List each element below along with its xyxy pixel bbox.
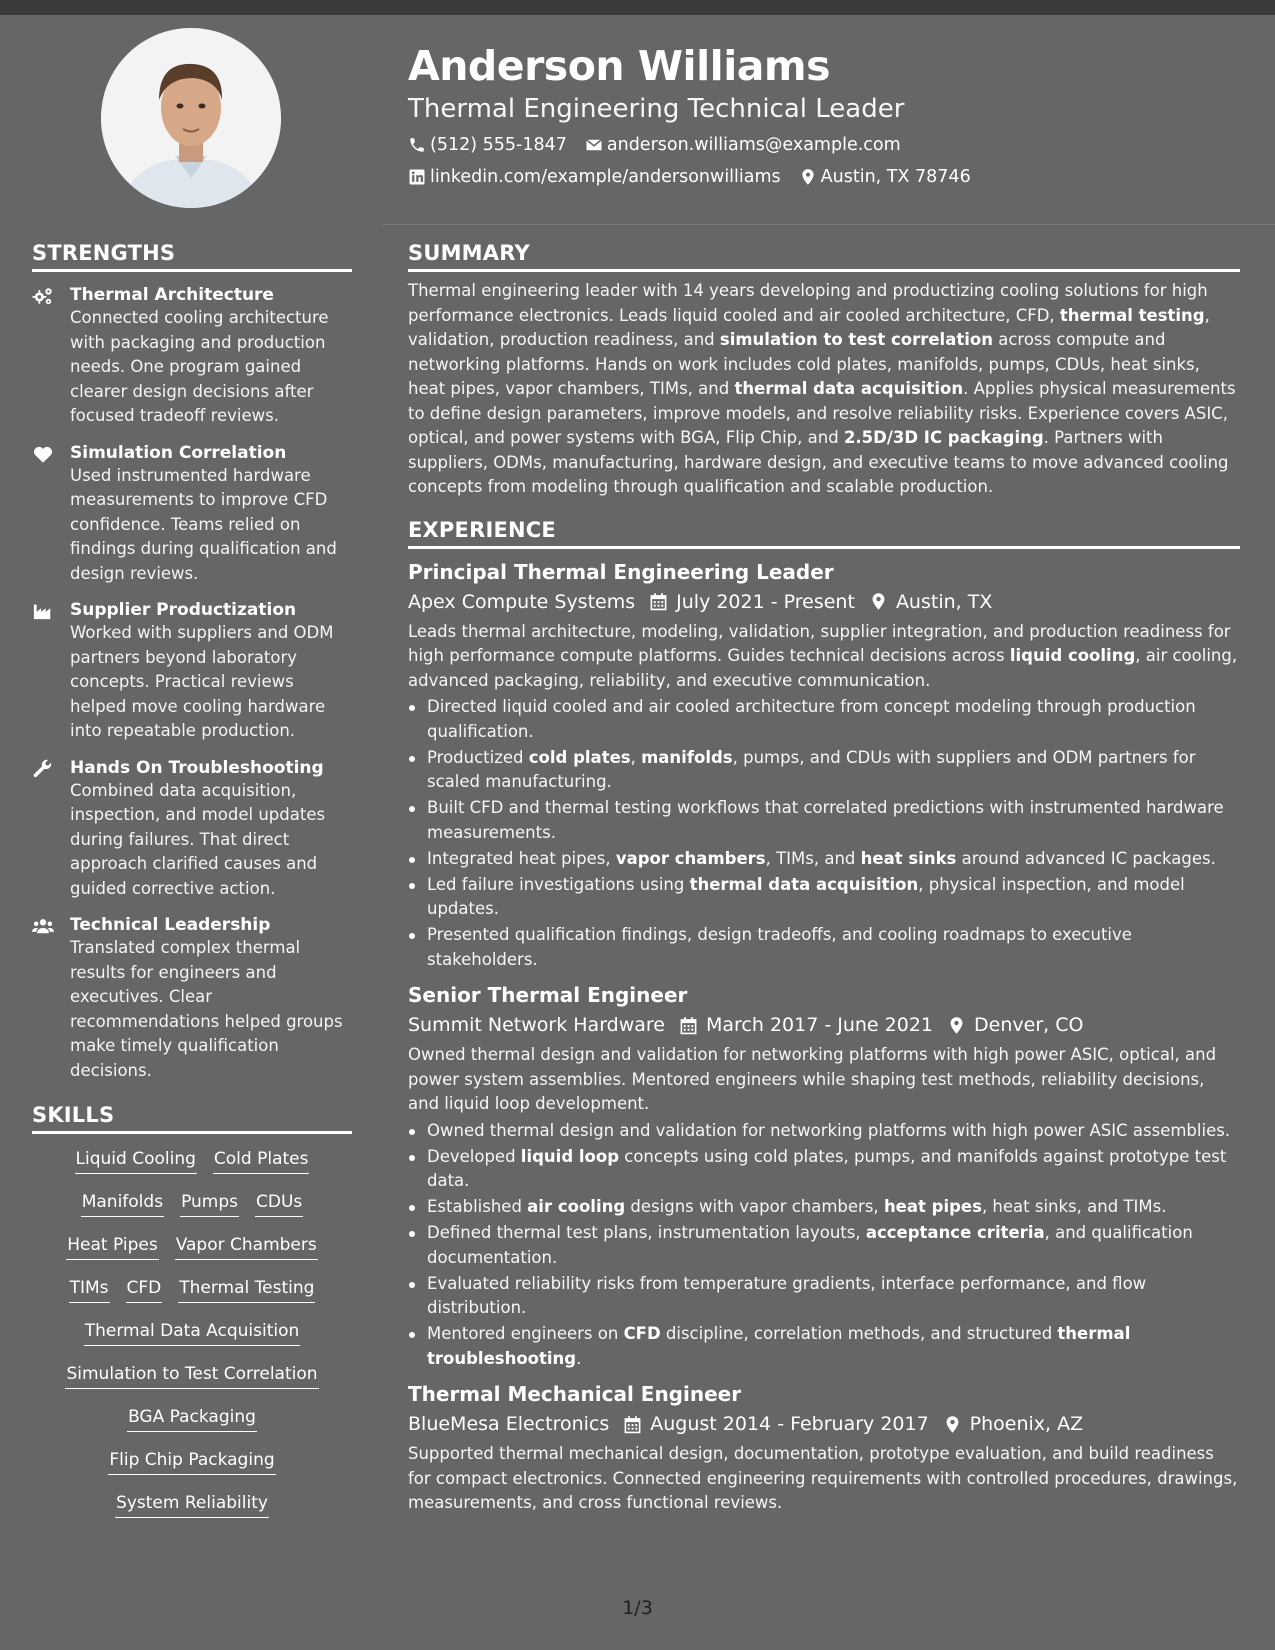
- experience-heading: EXPERIENCE: [408, 518, 1240, 549]
- job-entry: [408, 982, 1240, 1371]
- job-dates: August 2014 - February 2017: [650, 1413, 929, 1435]
- skills-row: [32, 1492, 352, 1518]
- bullet-item: [408, 746, 1240, 795]
- strength-title: Simulation Correlation: [70, 442, 287, 463]
- text-segment: . Partners with suppliers, ODMs, manufacturing, hardware design, and executive teams to move advanced cooling concepts from modeling through qualification and scalable production.: [408, 428, 1229, 496]
- text-segment: across compute and networking platforms. Hands on work includes cold plates, manifolds, pumps, CDUs, heat sinks, heat pipes, vapor chambers, TIMs, and: [408, 330, 1200, 398]
- candidate-title: Thermal Engineering Technical Leader: [408, 94, 905, 124]
- bold-keyword: thermal testing: [1059, 305, 1205, 325]
- strength-item: [32, 914, 352, 1083]
- skill-tag: Vapor Chambers: [175, 1234, 318, 1260]
- strength-title: Technical Leadership: [70, 915, 271, 935]
- bullet-item: [408, 1119, 1240, 1144]
- job-entry: [408, 559, 1240, 973]
- phone-icon: [408, 136, 426, 154]
- bold-keyword: thermal data acquisition: [689, 874, 919, 894]
- users-icon: [32, 916, 54, 936]
- strength-item: [32, 757, 352, 902]
- bullet-item: [408, 796, 1240, 845]
- job-meta: [408, 588, 1240, 616]
- summary-text: [408, 279, 1240, 500]
- map-pin-icon: [929, 1415, 970, 1434]
- company-name: Apex Compute Systems: [408, 590, 636, 613]
- skills-row: [32, 1363, 352, 1389]
- wrench-icon: [32, 759, 54, 779]
- skill-tag: Flip Chip Packaging: [108, 1449, 275, 1475]
- strength-description: Used instrumented hardware measurements to improve CFD confidence. Teams relied on findings during qualification and design reviews.: [70, 465, 337, 583]
- bold-keyword: simulation to test correlation: [719, 330, 993, 349]
- wrench-icon: [32, 757, 70, 902]
- strength-description: Combined data acquisition, inspection, and model updates during failures. That direct approach clarified causes and guided corrective action.: [70, 780, 326, 898]
- text-segment: discipline, correlation methods, and structured: [660, 1324, 1058, 1343]
- job-location: Denver, CO: [974, 1014, 1084, 1036]
- skill-tag: Thermal Data Acquisition: [84, 1320, 301, 1346]
- job-dates: March 2017 - June 2021: [706, 1014, 934, 1036]
- job-title: Principal Thermal Engineering Leader: [408, 559, 834, 584]
- job-meta: [408, 1011, 1240, 1039]
- job-title: Thermal Mechanical Engineer: [408, 1382, 742, 1406]
- skills-row: [32, 1320, 352, 1346]
- text-segment: , pumps, and CDUs with suppliers and ODM partners for scaled manufacturing.: [427, 747, 1196, 791]
- strength-body: [70, 757, 352, 902]
- strength-title: Hands On Troubleshooting: [70, 757, 324, 778]
- text-segment: Defined thermal test plans, instrumentation layouts,: [427, 1223, 866, 1242]
- profile-photo: [101, 28, 281, 208]
- heart-icon: [32, 444, 54, 464]
- company-name: BlueMesa Electronics: [408, 1413, 610, 1435]
- skills-row: [32, 1277, 352, 1303]
- bullet-item: [408, 1195, 1240, 1220]
- bullet-item: [408, 1322, 1240, 1371]
- text-segment: , TIMs, and: [765, 848, 861, 868]
- bold-keyword: thermal data acquisition: [734, 379, 964, 398]
- calendar-icon: [609, 1415, 650, 1434]
- strengths-list: [32, 284, 352, 1083]
- text-segment: concepts using cold plates, pumps, and manifolds against prototype test data.: [427, 1146, 1227, 1190]
- linkedin-icon: [408, 168, 426, 186]
- strength-item: [32, 599, 352, 744]
- bullet-item: [408, 923, 1240, 972]
- bullet-item: [408, 873, 1240, 922]
- map-pin-icon: [799, 168, 817, 186]
- bold-keyword: liquid cooling: [1009, 646, 1136, 665]
- bold-keyword: thermal troubleshooting: [427, 1324, 1131, 1368]
- candidate-name: Anderson Williams: [408, 42, 831, 90]
- text-segment: , physical inspection, and model updates.: [427, 874, 1185, 918]
- phone-contact[interactable]: [408, 135, 567, 155]
- job-summary: [408, 1442, 1240, 1516]
- bullet-item: [408, 1145, 1240, 1194]
- bold-keyword: manifolds: [641, 747, 733, 767]
- calendar-icon: [635, 592, 676, 611]
- skill-tag: Pumps: [180, 1191, 239, 1217]
- bullet-item: [408, 1272, 1240, 1321]
- email-text: anderson.williams@example.com: [606, 135, 901, 155]
- skill-tag: Liquid Cooling: [75, 1148, 197, 1174]
- bold-keyword: cold plates: [528, 747, 631, 767]
- bullet-item: [408, 695, 1240, 744]
- text-segment: Built CFD and thermal testing workflows that correlated predictions with instrumented hardware measurements.: [427, 798, 1224, 842]
- text-segment: Thermal engineering leader with 14 years developing and productizing cooling solutions for high performance electronics. Leads liquid cooled and air cooled architecture, CFD,: [408, 281, 1208, 325]
- top-bar: [0, 0, 1275, 15]
- skills-row: [32, 1191, 352, 1217]
- job-dates: July 2021 - Present: [676, 590, 855, 613]
- skills-row: [32, 1406, 352, 1432]
- bold-keyword: heat pipes: [883, 1197, 982, 1216]
- strength-title: Thermal Architecture: [70, 285, 274, 305]
- bold-keyword: air cooling: [527, 1197, 626, 1216]
- skills-row: [32, 1234, 352, 1260]
- envelope-icon: [585, 136, 603, 154]
- text-segment: Owned thermal design and validation for networking platforms with high power ASIC, optical, and power system assemblies. Mentored engineers while shaping test methods, reliability decisions, and liquid loop development.: [408, 1045, 1217, 1113]
- page-number: 1/3: [622, 1597, 653, 1619]
- job-bullets: [408, 695, 1240, 972]
- strength-body: [70, 284, 352, 429]
- text-segment: around advanced IC packages.: [956, 848, 1216, 868]
- linkedin-contact[interactable]: [408, 167, 781, 187]
- skill-tag: Manifolds: [81, 1191, 164, 1217]
- text-segment: , heat sinks, and TIMs.: [981, 1197, 1167, 1216]
- phone-text: (512) 555-1847: [430, 135, 567, 155]
- location-text: Austin, TX 78746: [820, 167, 971, 187]
- industry-icon: [32, 601, 54, 621]
- bullet-item: [408, 847, 1240, 872]
- map-pin-icon: [855, 592, 896, 611]
- bold-keyword: heat sinks: [860, 848, 957, 868]
- skill-tag: Heat Pipes: [66, 1234, 158, 1260]
- strength-body: [70, 599, 352, 744]
- strength-item: [32, 284, 352, 429]
- job-summary: [408, 620, 1240, 694]
- text-segment: , air cooling, advanced packaging, reliability, and executive communication.: [408, 646, 1238, 690]
- strength-description: Worked with suppliers and ODM partners beyond laboratory concepts. Practical reviews helped move cooling hardware into repeatable production.: [70, 623, 334, 740]
- bold-keyword: CFD: [623, 1324, 661, 1343]
- job-bullets: [408, 1119, 1240, 1372]
- job-summary: [408, 1043, 1240, 1117]
- strength-title: Supplier Productization: [70, 600, 297, 620]
- skills-heading: SKILLS: [32, 1103, 352, 1134]
- text-segment: Evaluated reliability risks from temperature gradients, interface performance, and flow distribution.: [427, 1273, 1147, 1317]
- text-segment: Presented qualification findings, design tradeoffs, and cooling roadmaps to executive stakeholders.: [427, 925, 1132, 969]
- text-segment: , validation, production readiness, and: [408, 305, 1210, 349]
- strength-body: [70, 442, 352, 587]
- contact-row-2: [408, 167, 989, 187]
- location-contact: [799, 167, 971, 187]
- left-column: [32, 241, 352, 1535]
- text-segment: Mentored engineers on: [427, 1324, 624, 1343]
- industry-icon: [32, 599, 70, 744]
- job-location: Austin, TX: [895, 590, 993, 613]
- skill-tag: CDUs: [255, 1191, 303, 1217]
- job-location: Phoenix, AZ: [969, 1413, 1084, 1435]
- text-segment: , and qualification documentation.: [427, 1223, 1193, 1267]
- job-title: Senior Thermal Engineer: [408, 983, 688, 1007]
- text-segment: Supported thermal mechanical design, documentation, prototype evaluation, and build readiness for compact electronics. Connected engineering requirements with controlled procedures, drawings, measurements, and cross functional reviews.: [408, 1444, 1238, 1512]
- map-pin-icon: [933, 1016, 974, 1035]
- skill-tag: System Reliability: [115, 1492, 269, 1518]
- users-icon: [32, 914, 70, 1083]
- bullet-item: [408, 1221, 1240, 1270]
- experience-list: [408, 559, 1240, 1516]
- strength-description: Connected cooling architecture with packaging and production needs. One program gained clearer design decisions after focused tradeoff reviews.: [70, 308, 329, 425]
- calendar-icon: [665, 1016, 706, 1035]
- contact-row-1: [408, 135, 919, 155]
- header-divider: [383, 224, 1275, 225]
- text-segment: Leads thermal architecture, modeling, validation, supplier integration, and production readiness for high performance compute platforms. Guides technical decisions across: [408, 621, 1231, 665]
- text-segment: Developed: [427, 1146, 521, 1166]
- text-segment: Owned thermal design and validation for networking platforms with high power ASIC assemblies.: [427, 1120, 1231, 1140]
- linkedin-text: linkedin.com/example/andersonwilliams: [430, 167, 781, 187]
- text-segment: Productized: [427, 747, 529, 767]
- skill-tag: BGA Packaging: [127, 1406, 257, 1432]
- text-segment: Led failure investigations using: [427, 874, 690, 894]
- skills-row: [32, 1148, 352, 1174]
- gears-icon: [32, 284, 70, 429]
- email-contact[interactable]: [585, 135, 901, 155]
- strength-body: [70, 914, 352, 1083]
- skill-tag: TIMs: [69, 1277, 110, 1303]
- heart-icon: [32, 442, 70, 587]
- job-meta: [408, 1410, 1240, 1438]
- skill-tag: Simulation to Test Correlation: [65, 1363, 318, 1389]
- skill-tag: Cold Plates: [213, 1148, 310, 1174]
- skills-list: [32, 1148, 352, 1518]
- bold-keyword: vapor chambers: [615, 848, 766, 868]
- text-segment: Directed liquid cooled and air cooled architecture from concept modeling through production qualification.: [427, 697, 1196, 741]
- job-entry: [408, 1381, 1240, 1516]
- strengths-heading: STRENGTHS: [32, 241, 352, 272]
- bold-keyword: 2.5D/3D IC packaging: [843, 428, 1044, 447]
- text-segment: ,: [630, 747, 642, 767]
- gears-icon: [32, 286, 54, 306]
- text-segment: .: [576, 1348, 582, 1368]
- skill-tag: CFD: [126, 1277, 163, 1303]
- summary-heading: SUMMARY: [408, 241, 1240, 272]
- strength-item: [32, 442, 352, 587]
- text-segment: designs with vapor chambers,: [625, 1197, 884, 1216]
- bold-keyword: acceptance criteria: [865, 1223, 1045, 1242]
- text-segment: Established: [427, 1197, 528, 1216]
- skill-tag: Thermal Testing: [178, 1277, 315, 1303]
- text-segment: . Applies physical measurements to define design parameters, improve models, and resolve reliability risks. Experience covers ASIC, optical, and power systems with BGA, Flip Chip, and: [408, 379, 1236, 447]
- text-segment: Integrated heat pipes,: [427, 848, 616, 868]
- bold-keyword: liquid loop: [520, 1146, 620, 1166]
- right-column: [408, 241, 1240, 1516]
- skills-row: [32, 1449, 352, 1475]
- strength-description: Translated complex thermal results for engineers and executives. Clear recommendations helped groups make timely qualification decisions.: [70, 938, 343, 1080]
- company-name: Summit Network Hardware: [408, 1014, 665, 1036]
